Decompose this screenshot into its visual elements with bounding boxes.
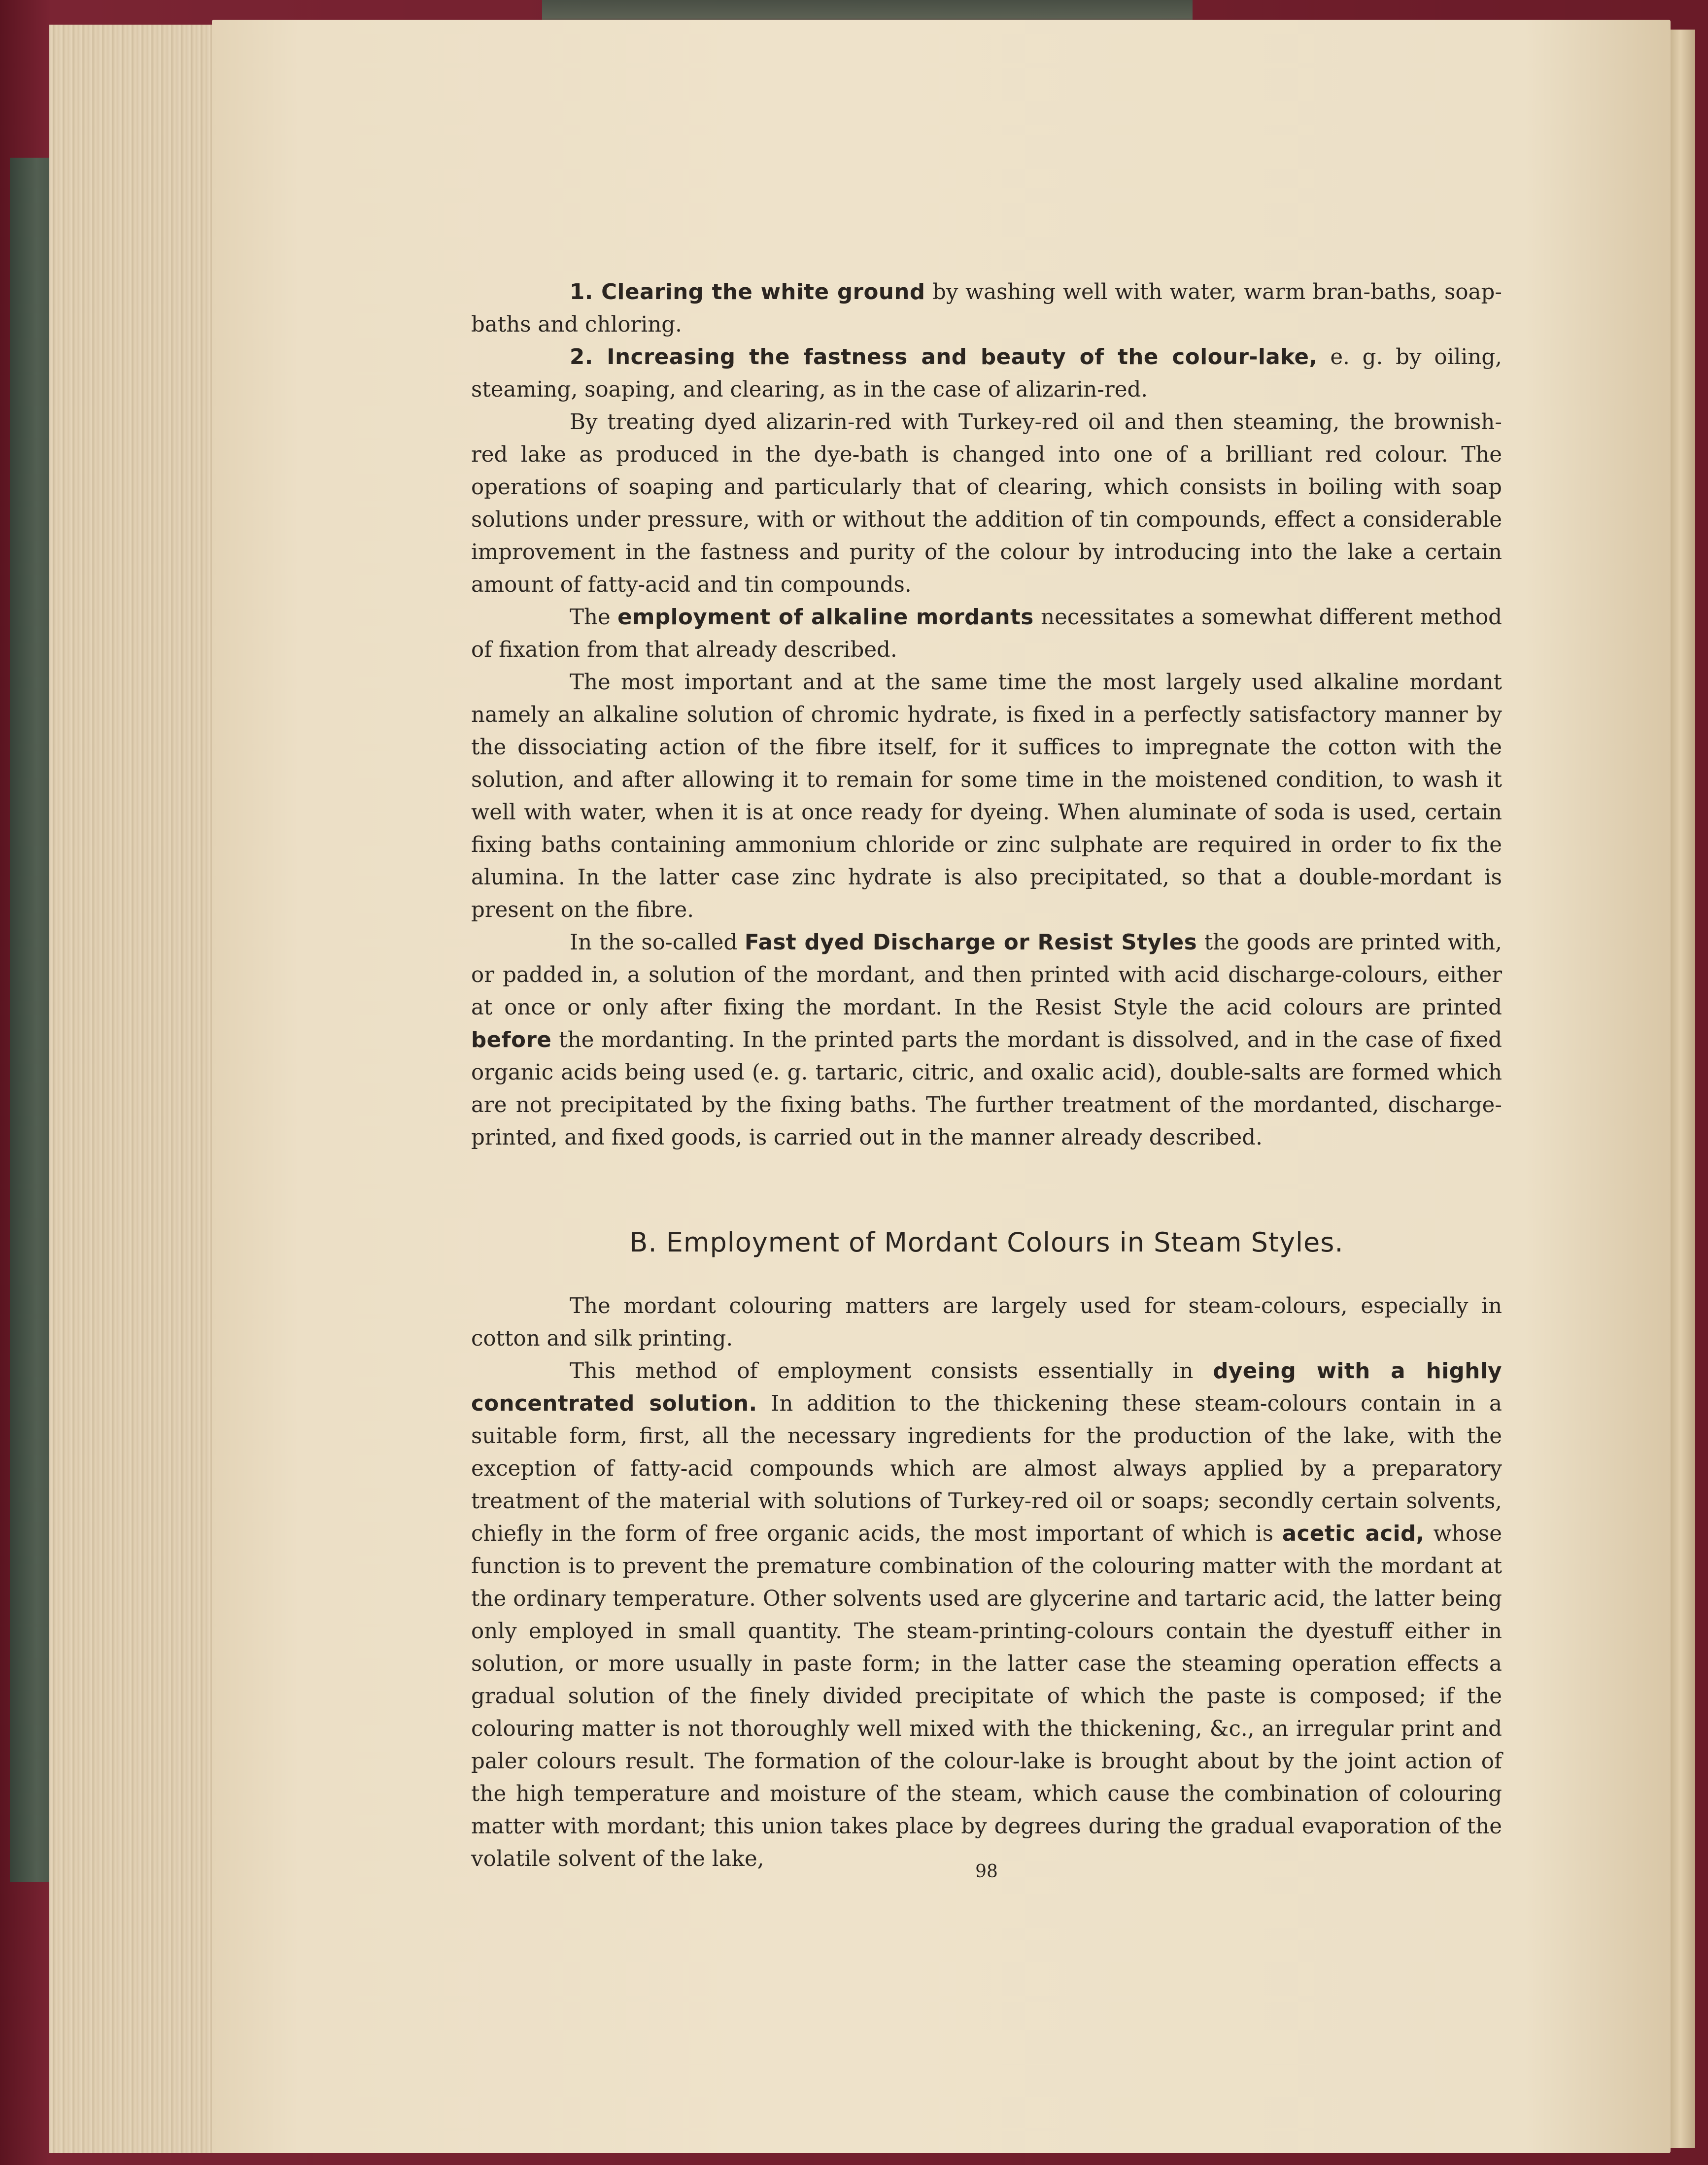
page-stack-edges bbox=[49, 25, 228, 2153]
item-2-heading: 2. Increasing the fastness and beauty of the colour-lake, bbox=[570, 345, 1318, 370]
b-para2-post: whose function is to prevent the premature combination of the colouring matter with the mordant at the ordinary temperature. Other solvents used are glycerine and tartaric acid, the latter being only employed in small quantity. The steam-printing-colours contain the dyestuff either in solution, or more usually in paste form; in the latter case the steaming operation effects a gradual solution of the finely divided precipitate of which the paste is composed; if the colouring matter is not thoroughly well mixed with the thickening, &c., an irregular print and paler colours result. The formation of the colour-lake is brought about by the joint action of the high temperature and moisture of the steam, which cause the combination of colouring matter with mordant; this union takes place by degrees during the gradual evaporation of the volatile solvent of the lake, bbox=[471, 1522, 1502, 1871]
para6-bold: Fast dyed Discharge or Resist Styles bbox=[744, 930, 1197, 955]
page-number: 98 bbox=[975, 1861, 998, 1882]
section-b-text bbox=[471, 1290, 1502, 1875]
para6-pre: In the so-called bbox=[570, 930, 745, 955]
item-1-body: by washing well with water, warm bran-baths, soap-baths and chloring. bbox=[471, 280, 1502, 337]
para6-post: the mordanting. In the printed parts the mordant is dissolved, and in the case of fixed organic acids being used (e. g. tartaric, citric, and oxalic acid), double-salts are formed which are not precipitated by the fixing baths. The further treatment of the mordanted, discharge-printed, and fixed goods, is carried out in the manner already described. bbox=[471, 1028, 1502, 1150]
item-2-body: e. g. by oiling, steaming, soaping, and clearing, as in the case of alizarin-red. bbox=[471, 345, 1502, 402]
paragraph-chromic-hydrate: The most important and at the same time the most largely used alkaline mordant namely an alkaline solution of chromic hydrate, is fixed in a perfectly satisfactory manner by the dissociating action of the fibre itself, for it suffices to impregnate the cotton with the solution, and after allowing it to remain for some time in the moistened condition, to wash it well with water, when it is at once ready for dyeing. When aluminate of soda is used, certain fixing baths containing ammonium chloride or zinc sulphate are required in order to fix the alumina. In the latter case zinc hydrate is also precipitated, so that a double-mordant is present on the fibre. bbox=[471, 670, 1502, 922]
b-para2-mid: In addition to the thickening these steam-colours contain in a suitable form, first, all the necessary ingredients for the production of the lake, with the exception of fatty-acid compounds which are almost always applied by a preparatory treatment of the material with solutions of Turkey-red oil or soaps; secondly certain solvents, chiefly in the form of free organic acids, the most important of which is bbox=[471, 1391, 1502, 1546]
page-right-edge bbox=[1671, 30, 1695, 2148]
b-para2-bold: dyeing with a highly concentrated solution. bbox=[471, 1359, 1503, 1416]
paragraph-concentrated-solution bbox=[471, 1355, 1502, 1875]
para4-pre: The bbox=[570, 605, 618, 630]
paragraph-steam-colours: The mordant colouring matters are largely used for steam-colours, especially in cotton and silk printing. bbox=[471, 1294, 1502, 1351]
para6-bold-before: before bbox=[471, 1028, 552, 1052]
item-1-heading: 1. Clearing the white ground bbox=[570, 280, 925, 304]
para6-mid: the goods are printed with, or padded in, a solution of the mordant, and then printed with acid discharge-colours, either at once or only after fixing the mordant. In the Resist Style the acid colours are printed bbox=[471, 930, 1502, 1020]
paragraph-item-2 bbox=[471, 341, 1502, 406]
paragraph-alkaline-mordants bbox=[471, 601, 1502, 666]
para4-post: necessitates a somewhat different method of fixation from that already described. bbox=[471, 605, 1502, 662]
paragraph-item-1 bbox=[471, 276, 1502, 341]
section-a-text bbox=[471, 276, 1502, 1154]
paragraph-resist-styles bbox=[471, 926, 1502, 1154]
section-b-heading: B. Employment of Mordant Colours in Steam Styles. bbox=[629, 1227, 1344, 1258]
b-para2-pre: This method of employment consists essentially in bbox=[570, 1359, 1213, 1384]
para4-bold: employment of alkaline mordants bbox=[617, 605, 1034, 630]
paragraph-alizarin-red: By treating dyed alizarin-red with Turkey-red oil and then steaming, the brownish-red lake as produced in the dye-bath is changed into one of a brilliant red colour. The operations of soaping and particularly that of clearing, which consists in boiling with soap solutions under pressure, with or without the addition of tin compounds, effect a considerable improvement in the fastness and purity of the colour by introducing into the lake a certain amount of fatty-acid and tin compounds. bbox=[471, 410, 1502, 597]
b-para2-bold-acetic: acetic acid, bbox=[1282, 1522, 1425, 1546]
